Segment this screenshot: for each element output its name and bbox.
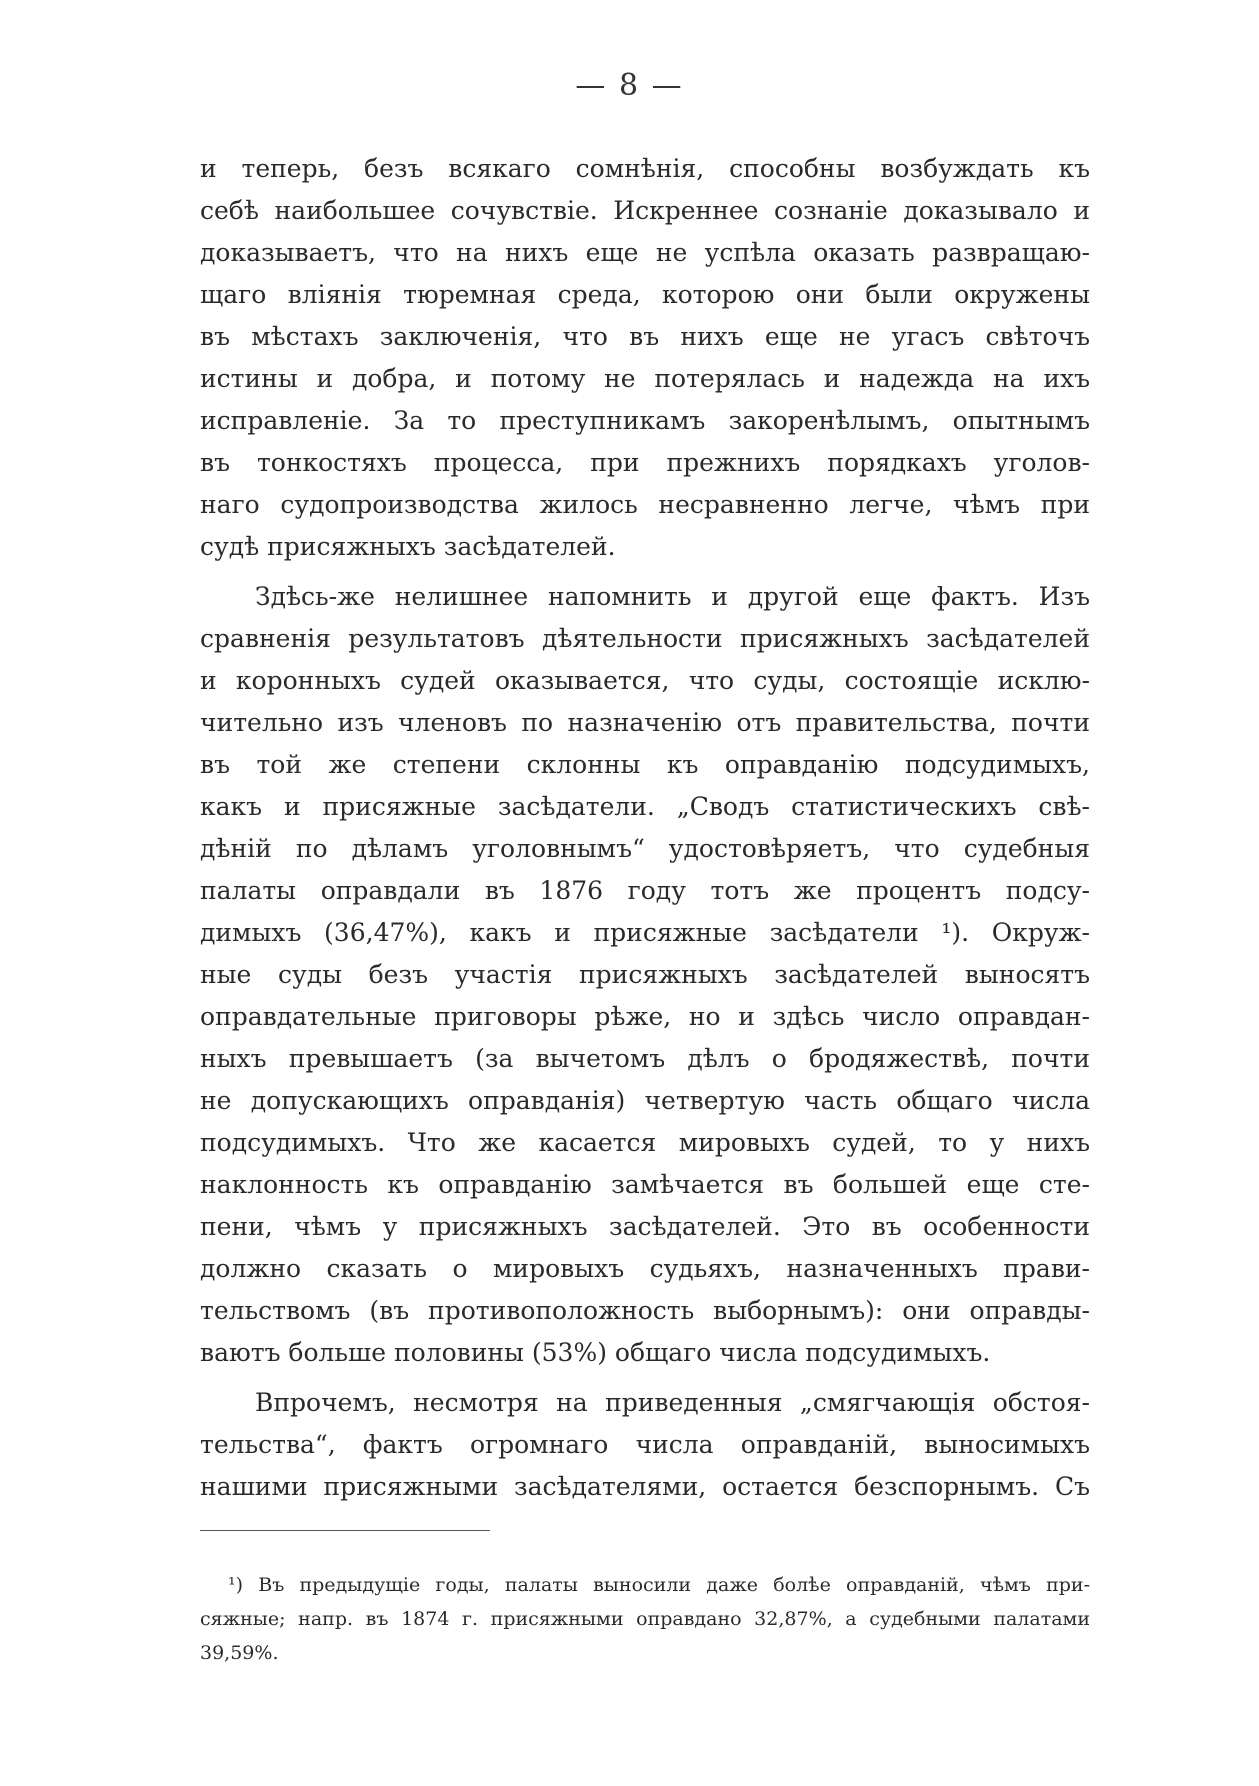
text-line: истины и добра, и потому не потерялась и надежда на ихъ bbox=[200, 364, 1090, 393]
paragraph-3 bbox=[200, 1382, 1090, 1508]
footnote-divider bbox=[200, 1530, 490, 1531]
paragraph-2 bbox=[200, 576, 1090, 1374]
text-line: щаго вліянія тюремная среда, которою они были окружены bbox=[200, 280, 1090, 309]
text-line: какъ и присяжные засѣдатели. „Сводъ статистическихъ свѣ- bbox=[200, 792, 1090, 821]
page-number: — 8 — bbox=[575, 68, 684, 103]
text-line: въ мѣстахъ заключенія, что въ нихъ еще не угасъ свѣточъ bbox=[200, 322, 1090, 351]
footnote-line: 39,59%. bbox=[200, 1642, 279, 1664]
text-line: въ той же степени склонны къ оправданію подсудимыхъ, bbox=[200, 750, 1090, 779]
text-line: тельства“, фактъ огромнаго числа оправданій, выносимыхъ bbox=[200, 1430, 1090, 1459]
text-line: дѣній по дѣламъ уголовнымъ“ удостовѣряетъ, что судебныя bbox=[200, 834, 1090, 863]
text-line: ныхъ превышаетъ (за вычетомъ дѣлъ о бродяжествѣ, почти bbox=[200, 1044, 1090, 1073]
footnote bbox=[200, 1568, 1090, 1670]
paragraph-gap bbox=[200, 1374, 1090, 1382]
text-line: доказываетъ, что на нихъ еще не успѣла оказать развращаю- bbox=[200, 238, 1090, 267]
text-line: ваютъ больше половины (53%) общаго числа подсудимыхъ. bbox=[200, 1338, 991, 1367]
text-line: Впрочемъ, несмотря на приведенныя „смягчающія обстоя- bbox=[255, 1388, 1090, 1417]
footnote-line: ¹) Въ предыдущіе годы, палаты выносили даже болѣе оправданій, чѣмъ при- bbox=[228, 1574, 1090, 1596]
text-line: и теперь, безъ всякаго сомнѣнія, способны возбуждать къ bbox=[200, 154, 1090, 183]
body-text bbox=[200, 148, 1090, 1508]
text-line: ные суды безъ участія присяжныхъ засѣдателей выносятъ bbox=[200, 960, 1090, 989]
text-line: исправленіе. За то преступникамъ закоренѣлымъ, опытнымъ bbox=[200, 406, 1090, 435]
text-line: Здѣсь-же нелишнее напомнить и другой еще фактъ. Изъ bbox=[255, 582, 1090, 611]
footnote-line: сяжные; напр. въ 1874 г. присяжными оправдано 32,87%, а судебными палатами bbox=[200, 1608, 1090, 1630]
text-line: судѣ присяжныхъ засѣдателей. bbox=[200, 532, 616, 561]
text-line: наклонность къ оправданію замѣчается въ большей еще сте- bbox=[200, 1170, 1090, 1199]
text-line: нашими присяжными засѣдателями, остается безспорнымъ. Съ bbox=[200, 1472, 1090, 1501]
text-line: должно сказать о мировыхъ судьяхъ, назначенныхъ прави- bbox=[200, 1254, 1090, 1283]
paragraph-gap bbox=[200, 568, 1090, 576]
text-line: пени, чѣмъ у присяжныхъ засѣдателей. Это въ особенности bbox=[200, 1212, 1090, 1241]
text-line: въ тонкостяхъ процесса, при прежнихъ порядкахъ уголов- bbox=[200, 448, 1090, 477]
paragraph-1 bbox=[200, 148, 1090, 568]
text-line: сравненія результатовъ дѣятельности присяжныхъ засѣдателей bbox=[200, 624, 1090, 653]
text-line: чительно изъ членовъ по назначенію отъ правительства, почти bbox=[200, 708, 1090, 737]
text-line: палаты оправдали въ 1876 году тотъ же процентъ подсу- bbox=[200, 876, 1090, 905]
text-line: тельствомъ (въ противоположность выборнымъ): они оправды- bbox=[200, 1296, 1090, 1325]
text-line: димыхъ (36,47%), какъ и присяжные засѣдатели ¹). Окруж- bbox=[200, 918, 1090, 947]
text-line: наго судопроизводства жилось несравненно легче, чѣмъ при bbox=[200, 490, 1090, 519]
text-line: и коронныхъ судей оказывается, что суды, состоящіе исклю- bbox=[200, 666, 1090, 695]
text-line: себѣ наибольшее сочувствіе. Искреннее сознаніе доказывало и bbox=[200, 196, 1090, 225]
text-line: оправдательные приговоры рѣже, но и здѣсь число оправдан- bbox=[200, 1002, 1090, 1031]
text-line: подсудимыхъ. Что же касается мировыхъ судей, то у нихъ bbox=[200, 1128, 1090, 1157]
text-line: не допускающихъ оправданія) четвертую часть общаго числа bbox=[200, 1086, 1090, 1115]
